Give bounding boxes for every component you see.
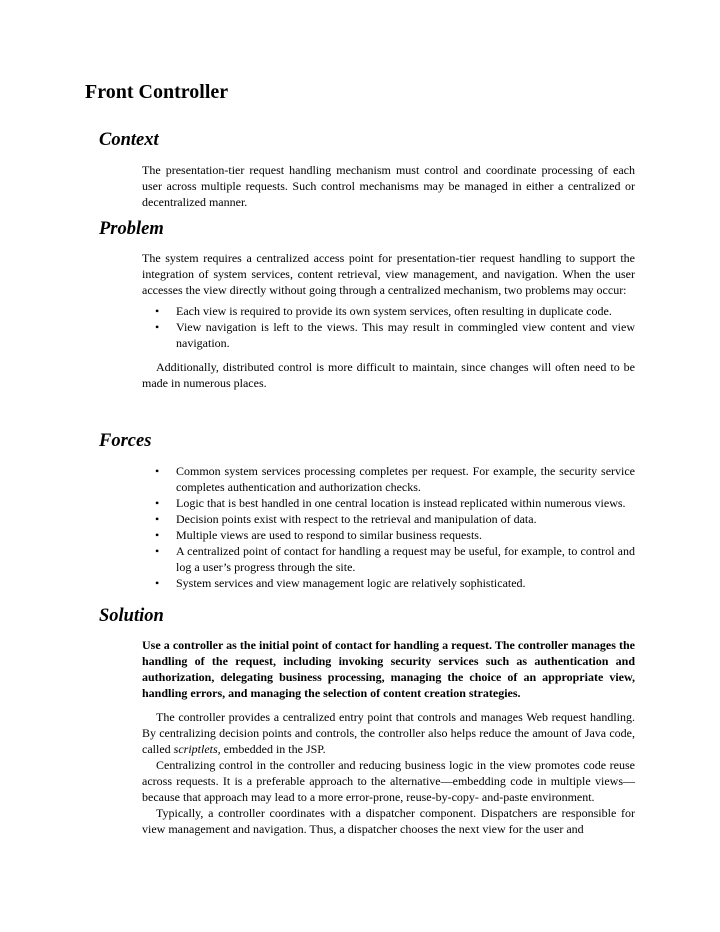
context-heading: Context <box>99 130 159 150</box>
solution-heading: Solution <box>99 606 164 626</box>
solution-paragraph-2: Centralizing control in the controller and reducing business logic in the view promotes code reuse across requests. It is a preferable approach to the alternative—embedding code in multiple views—because that approach may lead to a more error-prone, reuse-by-copy- and-paste environment. <box>142 758 635 804</box>
solution-statement: Use a controller as the initial point of contact for handling a request. The controller manages the handling of the request, including invoking security services such as authentication and authorization, delegating business processing, managing the choice of an appropriate view, handling errors, and managing the selection of content creation strategies. <box>142 638 635 700</box>
solution-section <box>142 637 635 837</box>
list-item: • System services and view management logic are relatively sophisticated. <box>155 576 526 590</box>
solution-paragraph-3: Typically, a controller coordinates with a dispatcher component. Dispatchers are responsible for view management and navigation. Thus, a dispatcher chooses the next view for the user and <box>142 806 635 836</box>
list-item: • View navigation is left to the views. This may result in commingled view content and view navigation. <box>155 320 635 350</box>
list-item: • A centralized point of contact for handling a request may be useful, for example, to control and log a user’s progress through the site. <box>155 544 635 574</box>
problem-intro: The system requires a centralized access point for presentation-tier request handling to support the integration of system services, content retrieval, view management, and navigation. When the user accesses the view directly without going through a centralized mechanism, two problems may occur: <box>142 251 635 297</box>
list-item: • Each view is required to provide its own system services, often resulting in duplicate code. <box>155 304 612 318</box>
forces-heading: Forces <box>99 431 152 451</box>
bullet-icon: • <box>155 464 160 478</box>
bullet-icon: • <box>155 544 160 558</box>
bullet-icon: • <box>155 304 160 318</box>
problem-bullet-list <box>142 303 635 351</box>
context-paragraph: The presentation-tier request handling mechanism must control and coordinate processing of each user across multiple requests. Such control mechanisms may be managed in either a centralized or decentralized manner. <box>142 163 635 209</box>
solution-paragraph-1: The controller provides a centralized entry point that controls and manages Web request handling. By centralizing decision points and controls, the controller also helps reduce the amount of Java code, called scriptlets, embedded in the JSP. <box>142 710 635 756</box>
bullet-icon: • <box>155 512 160 526</box>
bullet-icon: • <box>155 496 160 510</box>
list-item: • Multiple views are used to respond to similar business requests. <box>155 528 482 542</box>
list-item: • Logic that is best handled in one central location is instead replicated within numerous views. <box>155 496 626 510</box>
forces-bullet-list <box>142 463 635 591</box>
forces-section <box>142 463 635 591</box>
problem-closing: Additionally, distributed control is more difficult to maintain, since changes will often need to be made in numerous places. <box>142 360 635 390</box>
bullet-icon: • <box>155 320 160 334</box>
context-section <box>142 162 635 210</box>
page-title: Front Controller <box>85 81 229 103</box>
list-item: • Decision points exist with respect to the retrieval and manipulation of data. <box>155 512 537 526</box>
bullet-icon: • <box>155 576 160 590</box>
problem-section <box>142 250 635 391</box>
bullet-icon: • <box>155 528 160 542</box>
scriptlets-term: scriptlets, <box>173 742 221 756</box>
list-item: • Common system services processing completes per request. For example, the security service completes authentication and authorization checks. <box>155 464 635 494</box>
problem-heading: Problem <box>99 219 164 239</box>
